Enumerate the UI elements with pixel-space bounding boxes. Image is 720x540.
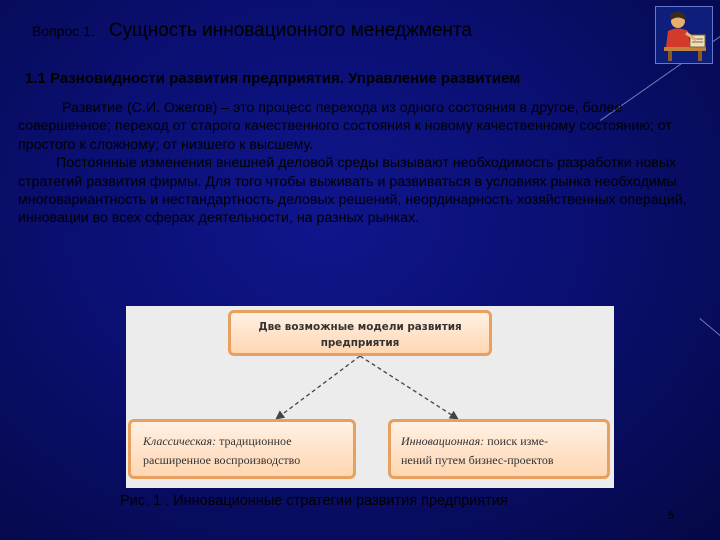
models-box-line1: Две возможные модели развития xyxy=(258,321,462,333)
classic-model-box xyxy=(128,419,356,479)
models-box-line2: предприятия xyxy=(320,337,400,349)
paragraph-definition: Развитие (С.И. Ожегов) – это процесс перехода из одного состояния в другое, более совершенное; переход от старого качественного состояния к новому качественному состоянию; от простого к сложному; от низшего к высшему. xyxy=(18,100,672,153)
innovative-model-box xyxy=(388,419,610,479)
innovative-model-text: поиск изме- xyxy=(484,434,549,448)
innovative-model-label: Инновационная: xyxy=(401,434,485,448)
question-label: Вопрос 1. xyxy=(32,23,95,39)
models-box xyxy=(228,310,492,356)
classic-model-text: традиционное xyxy=(216,434,292,448)
section-subtitle: 1.1 Разновидности развития предприятия. Управление развитием xyxy=(25,70,521,87)
slide-header xyxy=(32,20,472,42)
innovative-model-text-line2: нений путем бизнес-проектов xyxy=(401,453,554,467)
paragraph-strategies: Постоянные изменения внешней деловой среды вызывают необходимость разработки новых стратегий развития фирмы. Для того чтобы выживать и развиваться в условиях рынка необходимы многовариантность и нестандартность деловых решений, неординарность хозяйственных операций, инновации во всех сферах деятельности, на разных рынках. xyxy=(18,155,687,227)
person-at-desk-icon xyxy=(655,6,713,64)
body-text xyxy=(18,99,712,228)
diagram-figure xyxy=(126,306,614,488)
slide-title: Сущность инновационного менеджмента xyxy=(108,20,472,41)
page-number: 5 xyxy=(668,510,675,522)
decorative-line xyxy=(699,318,720,344)
classic-model-text-line2: расширенное воспроизводство xyxy=(143,453,301,467)
figure-caption: Рис. 1 . Инновационные стратегии развития предприятия xyxy=(120,493,508,509)
classic-model-label: Классическая: xyxy=(143,434,217,448)
